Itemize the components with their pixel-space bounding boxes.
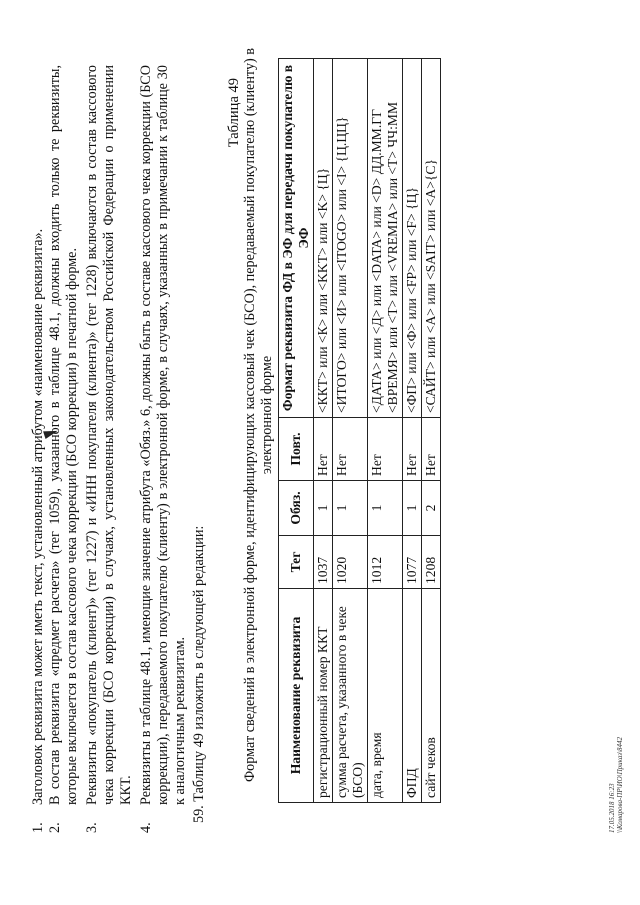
- cell-tag: 1208: [422, 536, 441, 589]
- table-row: [314, 59, 333, 803]
- table-row: [333, 59, 368, 803]
- item-text-2: В состав реквизита «предмет расчета» (тег 1059), указанного в таблице 48.1, должны входить только те реквизиты, которые включается в состав кассового чека коррекции (БСО коррекции) в печатной форме.: [47, 65, 81, 805]
- cell-format: <ФП> или <Ф> или <FP> или <F> {Ц}: [403, 59, 422, 418]
- cell-obz: 1: [403, 481, 422, 536]
- cell-obz: 1: [368, 481, 403, 536]
- header-tag: Тег: [279, 536, 314, 589]
- footnote-timestamp: 17.05.2018 16:23: [608, 783, 616, 833]
- cell-format: <САЙТ> или <А> или <SAIT> или <A>{С}: [422, 59, 441, 418]
- cell-format: <ККТ> или <К> или <KKT> или <K> {Ц}: [314, 59, 333, 418]
- requisites-table: [278, 58, 441, 803]
- item-text-3: Реквизиты «покупатель (клиент)» (тег 1227) и «ИНН покупателя (клиента)» (тег 1228) включаются в состав кассового чека коррекции (БСО коррекции) в случаях, установленных законодательством Российской Федерации о применении ККТ.: [84, 65, 135, 805]
- cell-pov: Нет: [314, 418, 333, 481]
- cell-tag: 1037: [314, 536, 333, 589]
- table-row: [422, 59, 441, 803]
- cell-pov: Нет: [333, 418, 368, 481]
- item-number-4: 4.: [138, 822, 154, 833]
- cell-pov: Нет: [422, 418, 441, 481]
- cell-format: <ДАТА> или <Д> или <DATA> или <D> ДД.ММ.ГГ <ВРЕМЯ> или <Т> или <VREMIA> или <T> ЧЧ:ММ: [368, 59, 403, 418]
- table-caption: Формат сведений в электронной форме, идентифицирующих кассовый чек (БСО), передаваемый покупателю (клиенту) в электронной форме: [242, 47, 275, 783]
- item-59-text: 59. Таблицу 49 изложить в следующей редакции:: [191, 525, 207, 823]
- cell-name: ФПД: [403, 589, 422, 803]
- table-header-row: [279, 59, 314, 803]
- cell-name: регистрационный номер ККТ: [314, 589, 333, 803]
- header-pov: Повт.: [279, 418, 314, 481]
- header-name: Наименование реквизита: [279, 589, 314, 803]
- item-number-2: 2.: [47, 822, 63, 833]
- item-text-4: Реквизиты в таблице 48.1, имеющие значение атрибута «Обяз.» 6, должны быть в составе кассового чека коррекции (БСО коррекции), передаваемого покупателю (клиенту) в электронной форме, в случаях, указанных в примечании к таблице 30 к аналогичным реквизитам.: [138, 65, 189, 805]
- table-row: [368, 59, 403, 803]
- cell-name: дата, время: [368, 589, 403, 803]
- cell-tag: 1020: [333, 536, 368, 589]
- cell-name: сумма расчета, указанного в чеке (БСО): [333, 589, 368, 803]
- header-format: Формат реквизита ФД в ЭФ для передачи покупателю в ЭФ: [279, 59, 314, 418]
- cell-tag: 1012: [368, 536, 403, 589]
- cell-pov: Нет: [403, 418, 422, 481]
- table-label: Таблица 49: [226, 78, 242, 148]
- item-text-1: Заголовок реквизита может иметь текст, установленный атрибутом «наименование реквизита».: [30, 228, 46, 805]
- cell-obz: 2: [422, 481, 441, 536]
- cell-pov: Нет: [368, 418, 403, 481]
- cell-obz: 1: [314, 481, 333, 536]
- header-obz: Обяз.: [279, 481, 314, 536]
- item-number-3: 3.: [84, 822, 100, 833]
- item-number-1: 1.: [30, 822, 46, 833]
- cell-tag: 1077: [403, 536, 422, 589]
- cell-name: сайт чеков: [422, 589, 441, 803]
- document-footnote: [608, 737, 624, 833]
- table-row: [403, 59, 422, 803]
- cell-format: <ИТОГО> или <И> или <ITOGO> или <I> {Ц.ЦЦ}: [333, 59, 368, 418]
- footnote-path: \\Комарова-ПР\ИО\Приказ\8442: [616, 737, 624, 833]
- cell-obz: 1: [333, 481, 368, 536]
